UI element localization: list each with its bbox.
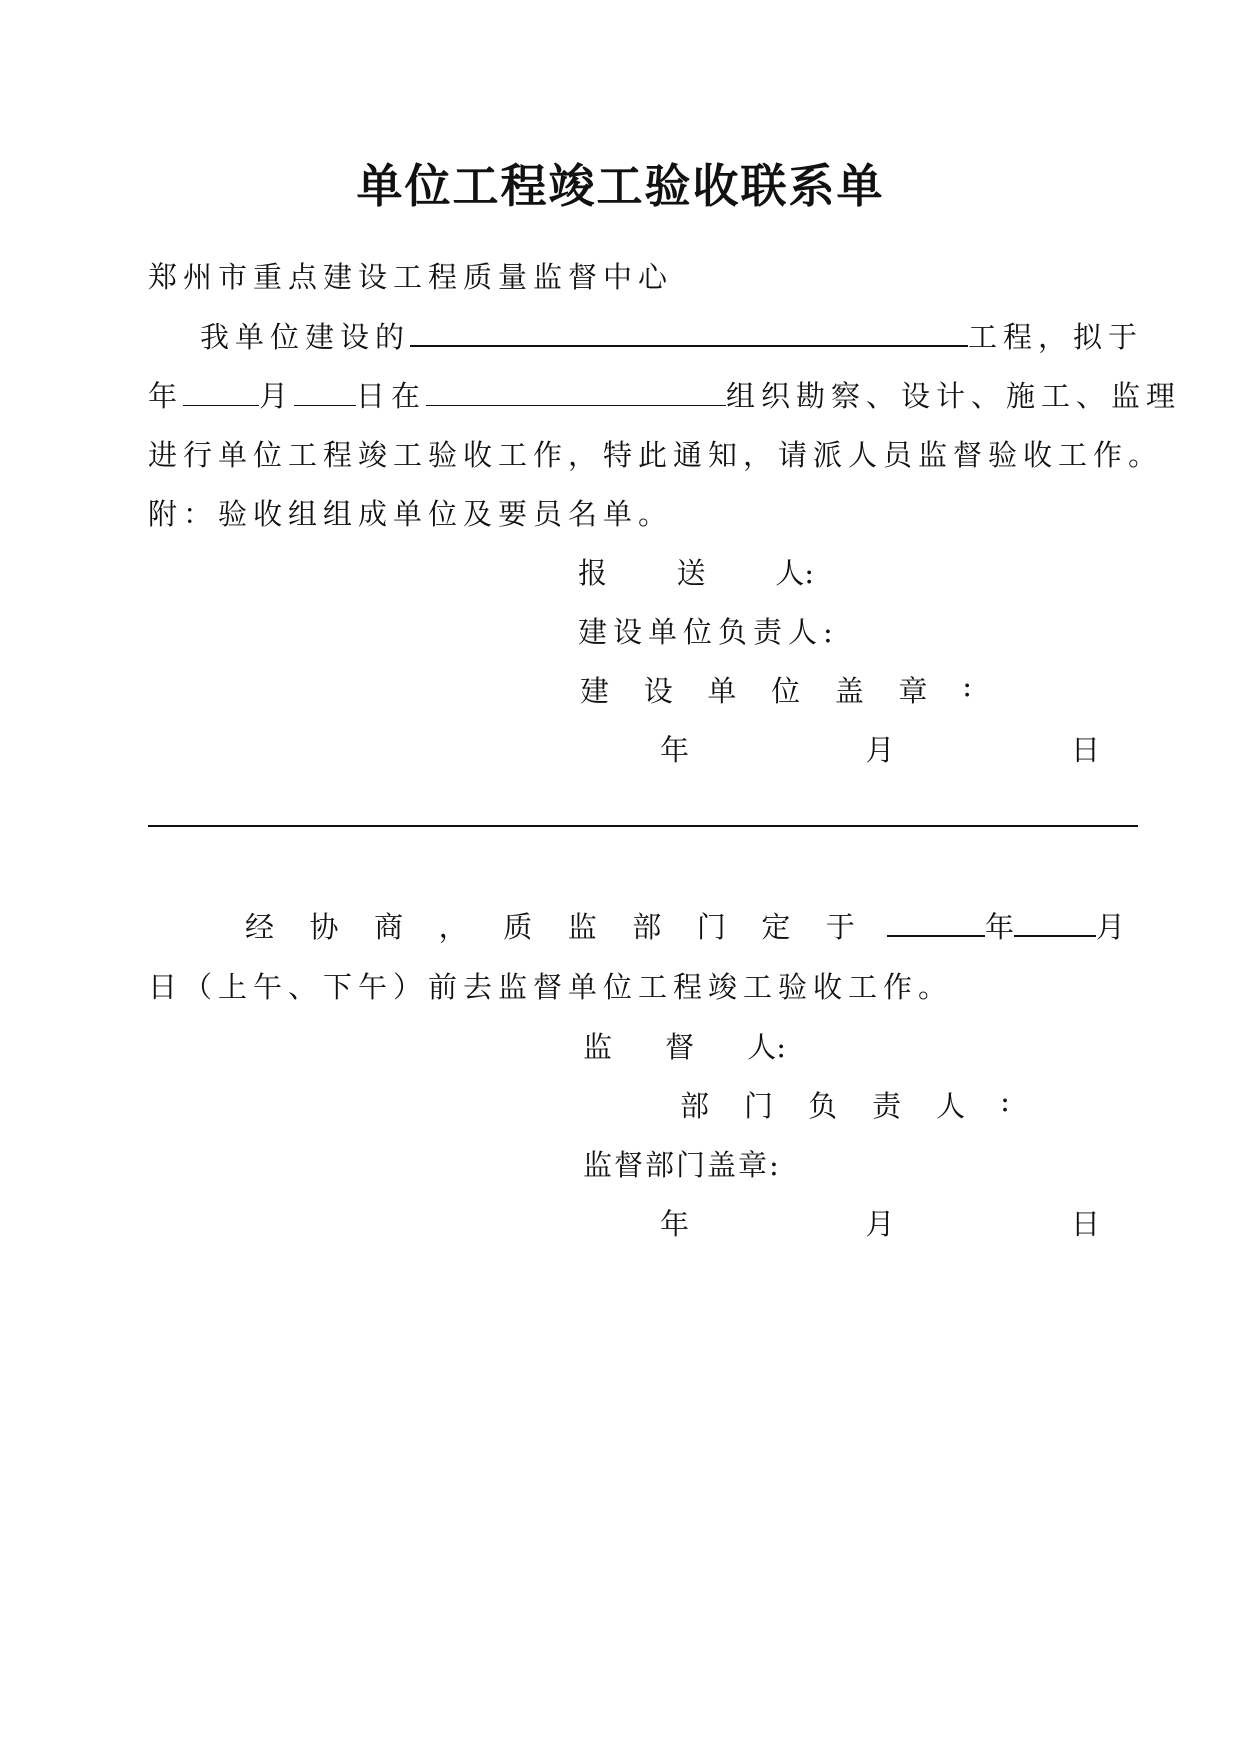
day-at-label: 日在 [356, 379, 427, 413]
line1-prefix: 我单位建设的 [200, 320, 411, 354]
section-divider [148, 825, 1138, 827]
notice-line-2 [148, 374, 1181, 415]
owner-head-label: 建设单位负责人: [578, 615, 839, 649]
reply-year-field[interactable] [887, 905, 985, 937]
notice-line-3: 进行单位工程竣工验收工作，特此通知，请派人员监督验收工作。 [148, 438, 1164, 472]
reply-line-1 [245, 905, 1135, 946]
document-title: 单位工程竣工验收联系单 [356, 159, 885, 213]
owner-seal-label: 建 设 单 位 盖 章 : [580, 669, 972, 708]
location-field[interactable] [426, 375, 726, 406]
date-line-1: 年 月 日 [660, 733, 1100, 767]
project-name-field[interactable] [410, 315, 968, 347]
year-label: 年 [148, 379, 184, 413]
reply-words: 经 协 商 ， 质 监 部 门 定 于 [245, 910, 855, 944]
reply-month-field[interactable] [1014, 905, 1096, 937]
reply-year-label: 年 [985, 910, 1015, 944]
date-line-2: 年 月 日 [660, 1207, 1100, 1241]
month-label: 月 [259, 379, 295, 413]
line2-suffix: 组织勘察、设计、施工、监理 [726, 379, 1182, 413]
reply-month-label: 月 [1096, 910, 1126, 944]
reply-line-2: 日（上午、下午）前去监督单位工程竣工验收工作。 [148, 970, 954, 1004]
sender-label: 报 送 人: [578, 556, 814, 590]
attachment-note: 附：验收组组成单位及要员名单。 [148, 497, 674, 531]
line1-suffix: 工程，拟于 [968, 320, 1144, 354]
dept-seal-label: 监督部门盖章: [583, 1148, 781, 1182]
supervisor-label: 监 督 人: [583, 1030, 786, 1064]
dept-head-label: 部 门 负 责 人 : [680, 1084, 1010, 1123]
month-field[interactable] [183, 375, 259, 406]
day-field[interactable] [294, 375, 356, 406]
notice-line-1 [200, 315, 1143, 356]
addressee: 郑州市重点建设工程质量监督中心 [148, 260, 674, 294]
